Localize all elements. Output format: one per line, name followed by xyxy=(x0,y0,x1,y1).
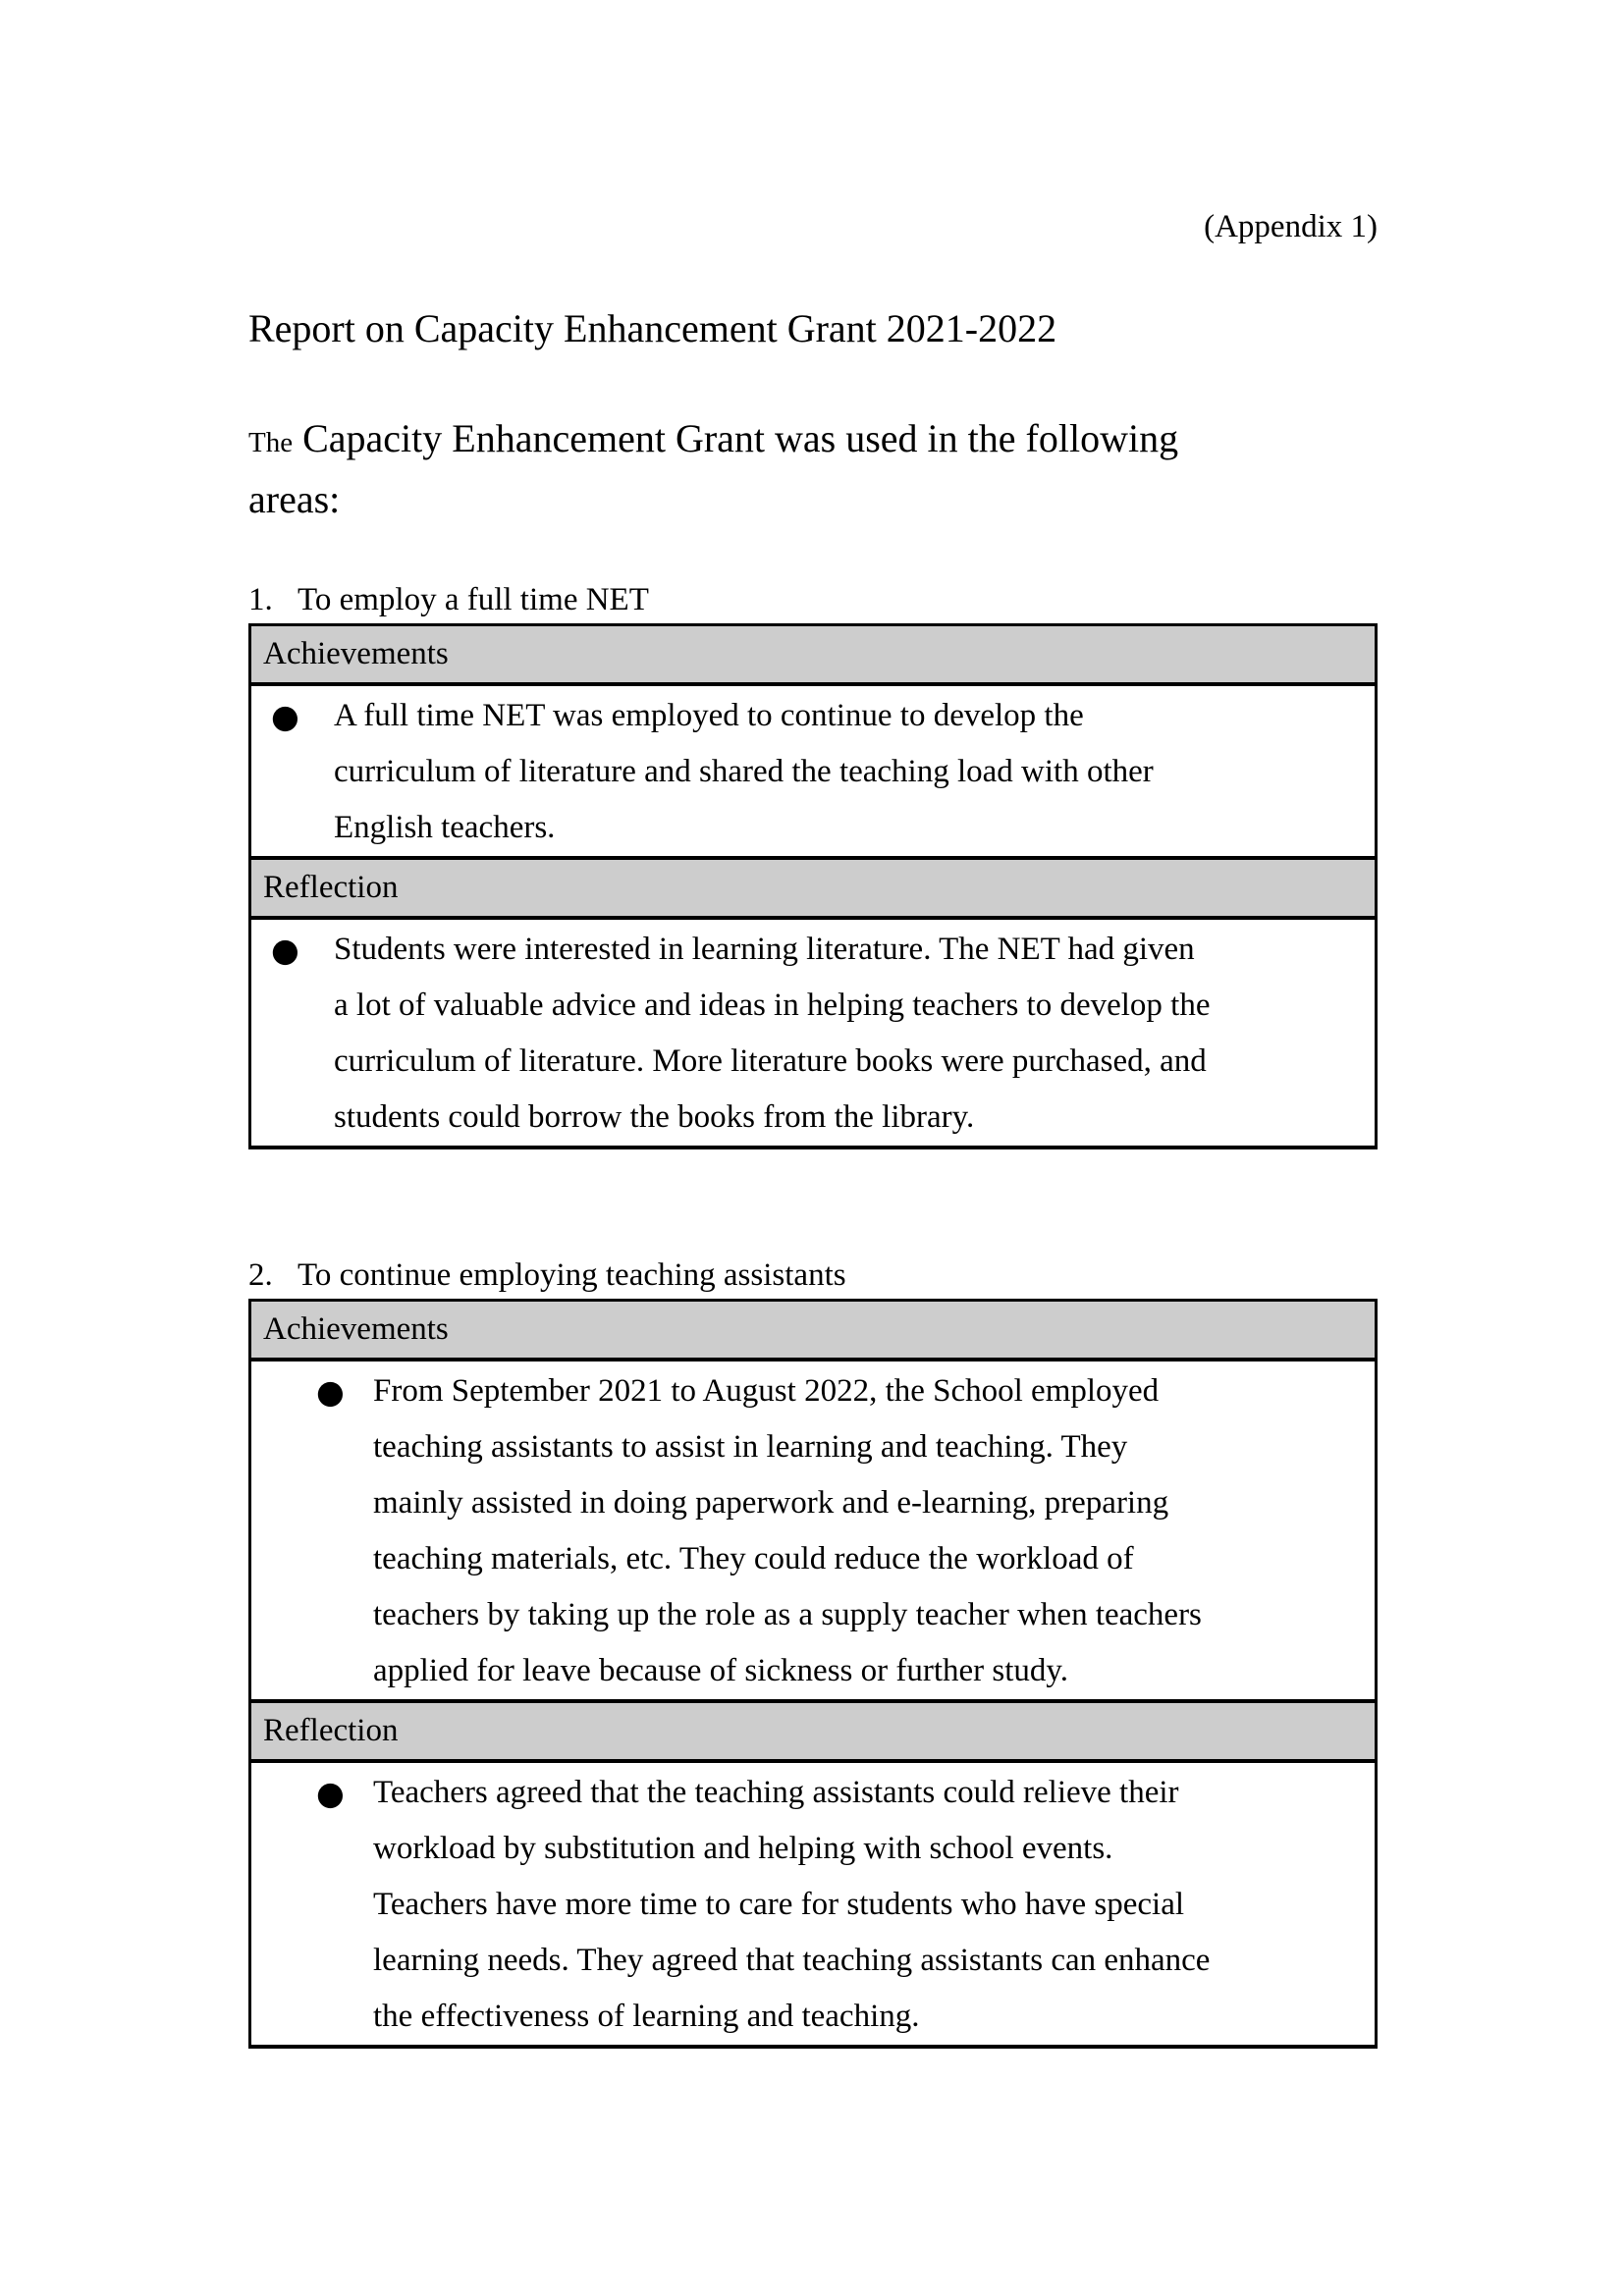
section-1-reflection-header: Reflection xyxy=(251,860,1375,920)
text-line: Teachers agreed that the teaching assistants could relieve their xyxy=(373,1775,1179,1810)
text-line: students could borrow the books from the library. xyxy=(334,1099,975,1135)
list-item xyxy=(316,1363,1367,1699)
section-2-table xyxy=(248,1299,1378,2049)
text-line: curriculum of literature. More literature books were purchased, and xyxy=(334,1043,1207,1079)
text-line: English teachers. xyxy=(334,810,556,845)
section-2-heading xyxy=(248,1255,1378,1295)
text-line: Teachers have more time to care for students who have special xyxy=(373,1887,1185,1922)
intro-line-2: areas: xyxy=(248,477,341,521)
text-line: Students were interested in learning literature. The NET had given xyxy=(334,932,1195,967)
list-item xyxy=(271,688,1367,856)
section-1-achievements-cell xyxy=(251,686,1375,860)
text-line: applied for leave because of sickness or further study. xyxy=(373,1653,1069,1688)
document-content xyxy=(248,0,1378,2049)
section-2-achievements-header: Achievements xyxy=(251,1302,1375,1362)
intro-line-1-rest: Capacity Enhancement Grant was used in the following xyxy=(302,416,1179,460)
intro-lead-word: The xyxy=(248,427,294,458)
text-line: A full time NET was employed to continue to develop the xyxy=(334,698,1084,733)
section-2-achievement-text xyxy=(373,1363,1367,1699)
appendix-label: (Appendix 1) xyxy=(1204,209,1378,244)
section-1-reflection-text xyxy=(334,922,1367,1146)
section-1-number: 1. xyxy=(248,582,273,617)
bullet-icon: ● xyxy=(271,931,299,969)
bullet-icon: ● xyxy=(316,1372,345,1411)
text-line: the effectiveness of learning and teaching. xyxy=(373,1999,920,2034)
section-1-table xyxy=(248,623,1378,1149)
section-2-number: 2. xyxy=(248,1257,273,1293)
section-2-reflection-cell xyxy=(251,1763,1375,2045)
text-line: learning needs. They agreed that teaching assistants can enhance xyxy=(373,1943,1211,1978)
section-1-reflection-cell xyxy=(251,920,1375,1146)
bullet-icon: ● xyxy=(316,1774,345,1812)
list-item xyxy=(271,922,1367,1146)
bullet-icon: ● xyxy=(271,697,299,735)
intro-line-1 xyxy=(248,410,1378,471)
page-title: Report on Capacity Enhancement Grant 2021-2022 xyxy=(248,306,1057,350)
intro-paragraph xyxy=(248,410,1378,528)
text-line: teachers by taking up the role as a supply teacher when teachers xyxy=(373,1597,1202,1632)
section-2-reflection-header: Reflection xyxy=(251,1703,1375,1763)
section-2-heading-text: To continue employing teaching assistants xyxy=(298,1257,846,1293)
section-2-reflection-text xyxy=(373,1765,1367,2045)
text-line: teaching materials, etc. They could reduce the workload of xyxy=(373,1541,1134,1576)
section-1-heading-text: To employ a full time NET xyxy=(298,582,649,617)
text-line: mainly assisted in doing paperwork and e-learning, preparing xyxy=(373,1485,1169,1521)
text-line: a lot of valuable advice and ideas in helping teachers to develop the xyxy=(334,988,1211,1023)
list-item xyxy=(316,1765,1367,2045)
section-1-achievements-header: Achievements xyxy=(251,626,1375,686)
text-line: From September 2021 to August 2022, the School employed xyxy=(373,1373,1160,1409)
section-2-achievements-cell xyxy=(251,1362,1375,1703)
text-line: curriculum of literature and shared the teaching load with other xyxy=(334,754,1154,789)
text-line: workload by substitution and helping with school events. xyxy=(373,1831,1113,1866)
text-line: teaching assistants to assist in learning and teaching. They xyxy=(373,1429,1128,1465)
section-1-achievement-text xyxy=(334,688,1367,856)
section-1-heading xyxy=(248,580,1378,619)
